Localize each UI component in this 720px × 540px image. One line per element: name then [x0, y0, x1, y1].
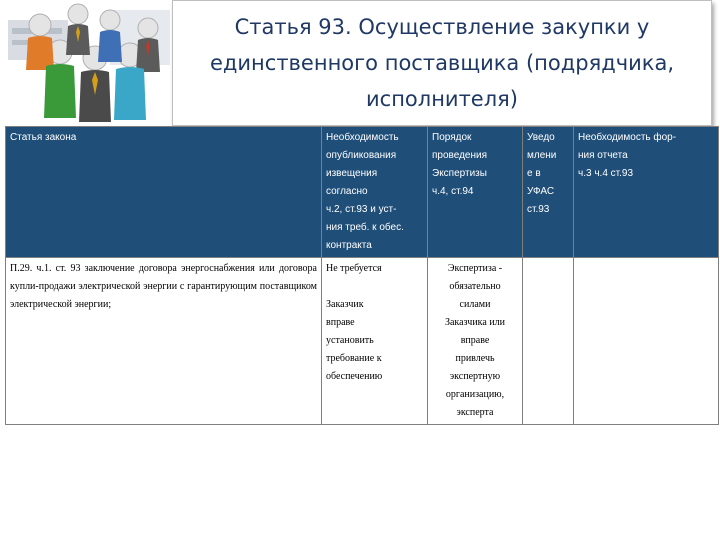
row-fas-cell [523, 258, 574, 425]
header-expertise-order: Порядок проведения Экспертизы ч.4, ст.94 [428, 127, 523, 258]
row-article-cell: П.29. ч.1. ст. 93 заключение договора энергоснабжения или договора купли-продажи электрической энергии с гарантирующим поставщиком электрической энергии; [6, 258, 322, 425]
procurement-table [5, 126, 719, 425]
table-row [6, 258, 719, 425]
row-expertise-cell: Экспертиза - обязательно силами Заказчика или вправе привлечь экспертную организацию, эксперта [428, 258, 523, 425]
header-article: Статья закона [6, 127, 322, 258]
people-group-icon [0, 0, 180, 125]
row-report-cell [574, 258, 719, 425]
header-publication-need: Необходимость опубликования извещения согласно ч.2, ст.93 и уст- ния треб. к обес. контракта [322, 127, 428, 258]
title-box [172, 0, 712, 126]
table-header-row [6, 127, 719, 258]
slide-title: Статья 93. Осуществление закупки у единственного поставщика (подрядчика, исполнителя) [209, 15, 675, 111]
row-publication-cell: Не требуется Заказчик вправе установить требование к обеспечению [322, 258, 428, 425]
header-fas-notice: Уведо млени е в УФАС ст.93 [523, 127, 574, 258]
business-people-illustration [0, 0, 180, 125]
header-report-need: Необходимость фор- ния отчета ч.3 ч.4 ст.93 [574, 127, 719, 258]
